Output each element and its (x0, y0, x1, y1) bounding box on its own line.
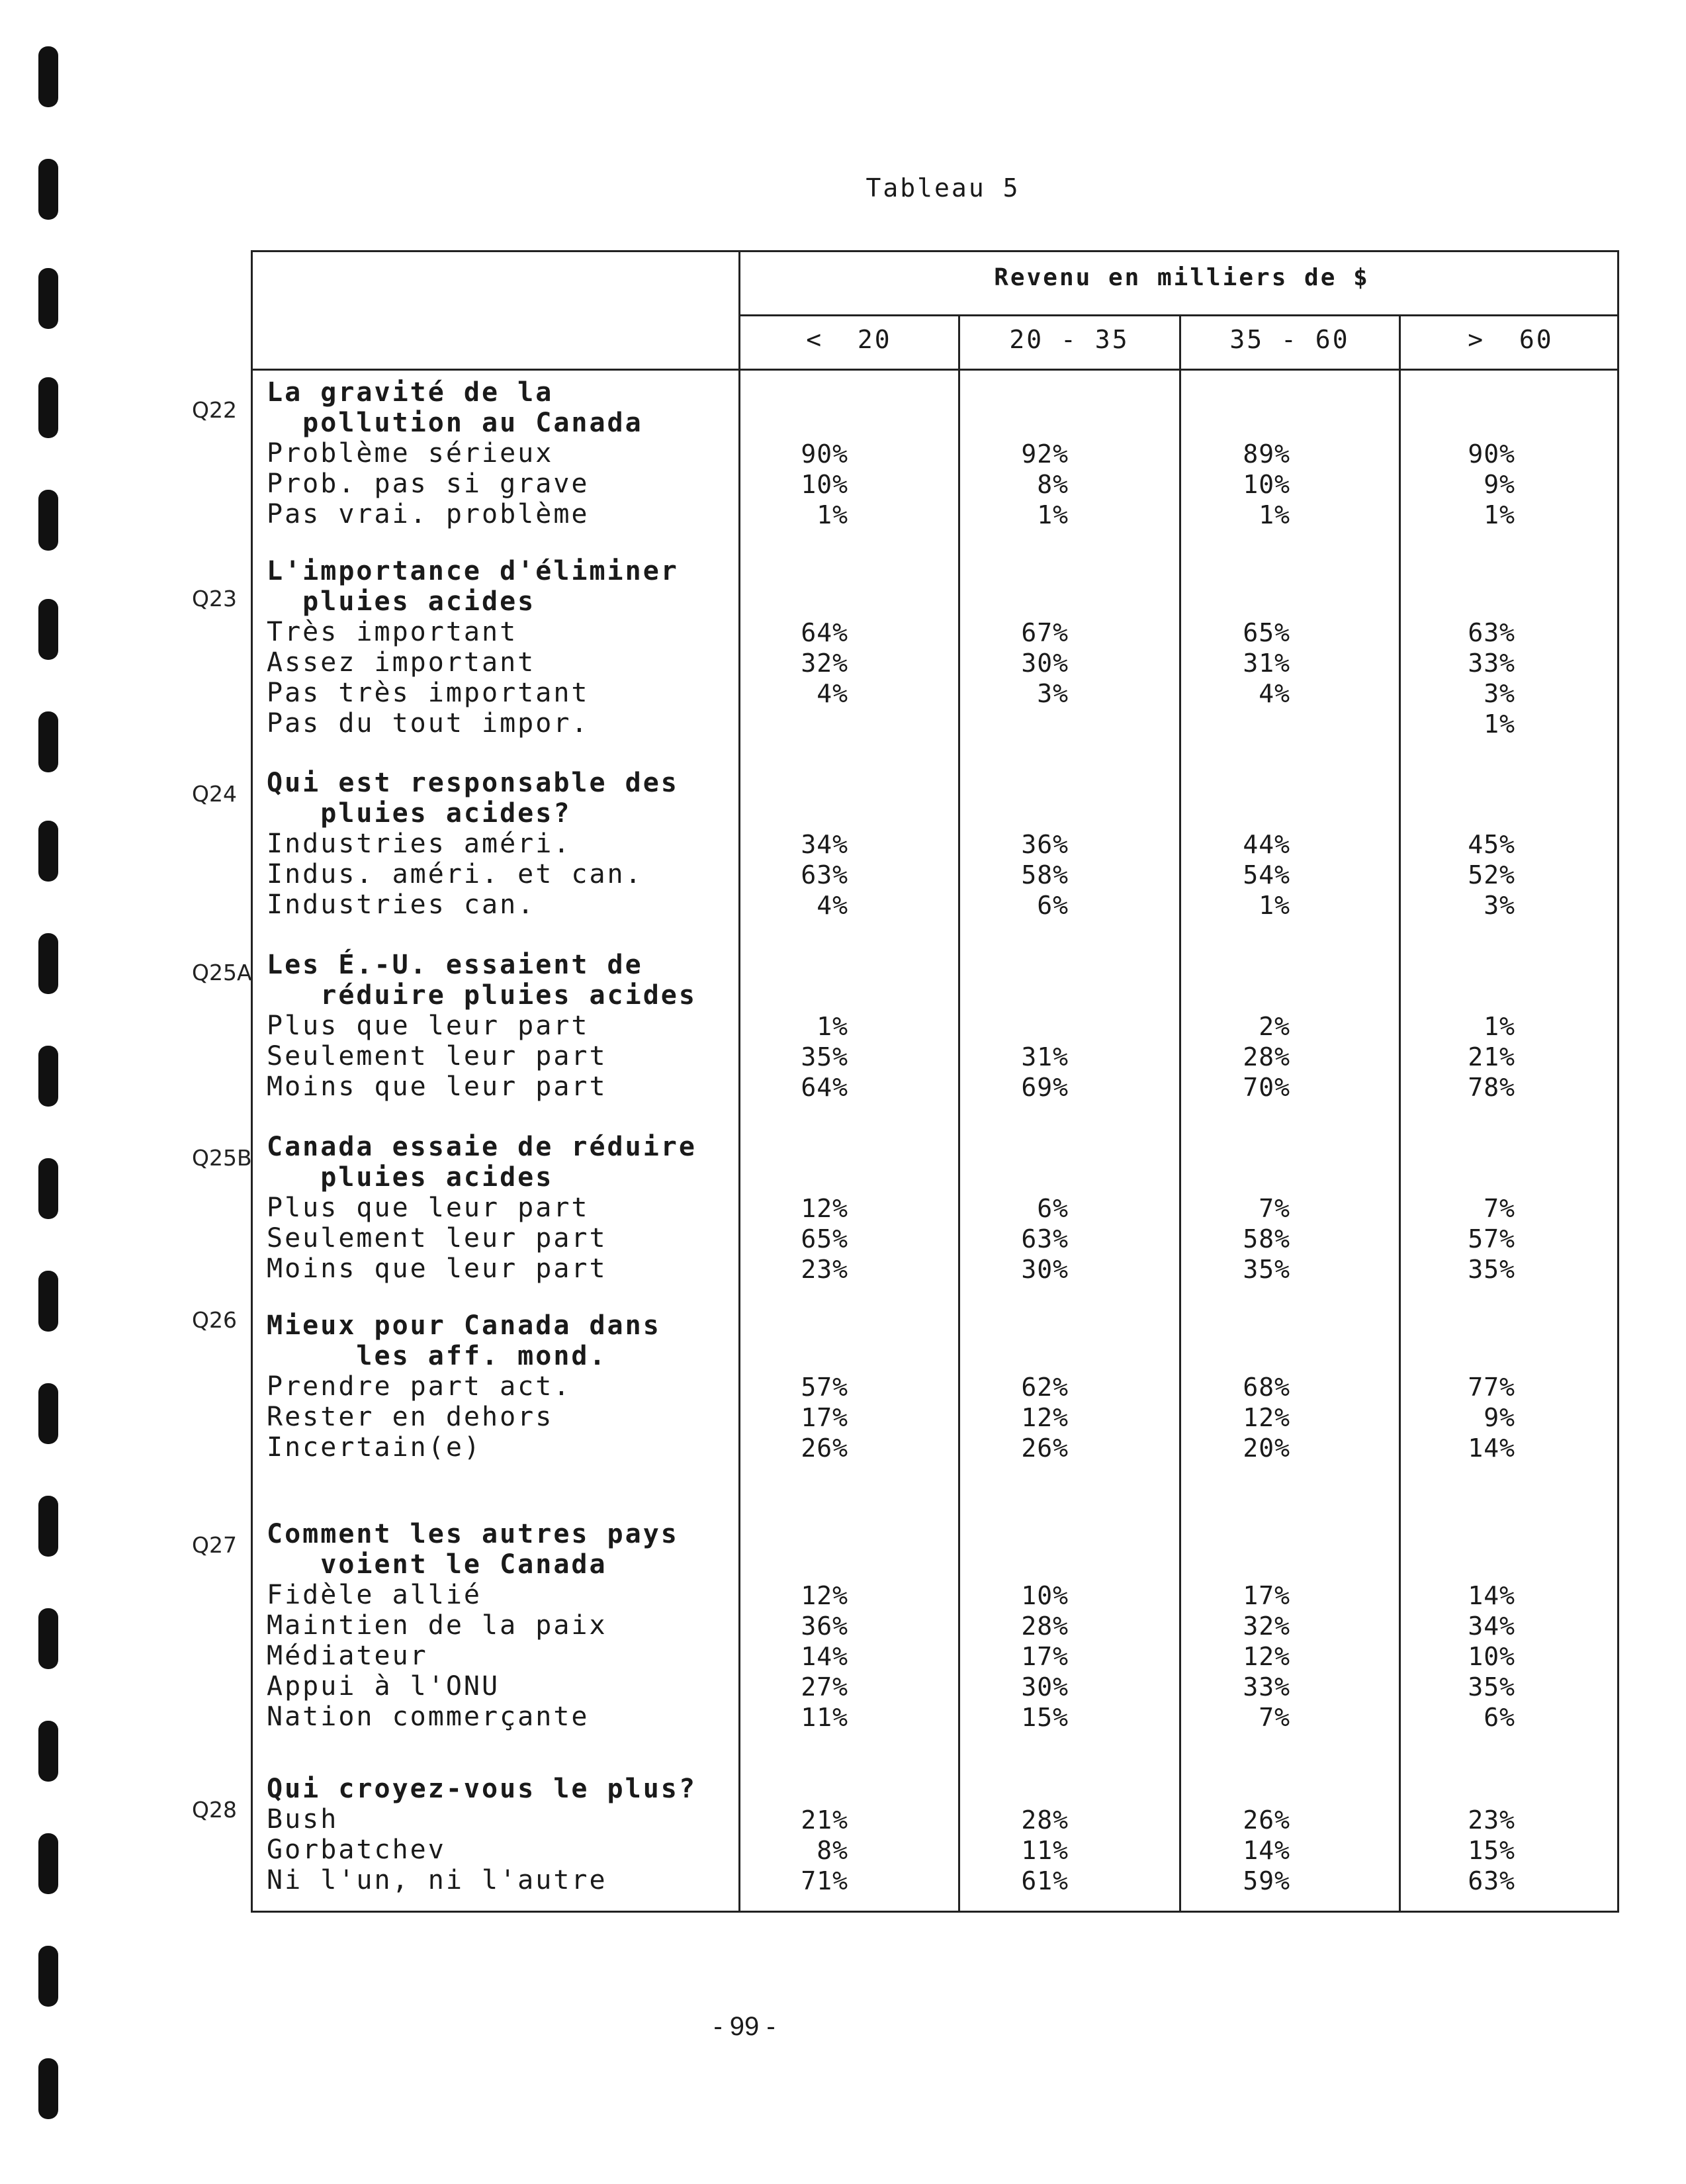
percent-cell: 26% (801, 1433, 848, 1463)
column-header: > 60 (1468, 325, 1554, 354)
percent-cell: 1% (1484, 500, 1515, 529)
table-divider (1399, 314, 1401, 1911)
percent-cell: 3% (1037, 679, 1069, 708)
answer-label: Industries can. (267, 889, 536, 920)
column-header: 20 - 35 (1009, 325, 1130, 354)
percent-cell: 15% (1468, 1836, 1515, 1865)
percent-cell: 67% (1021, 618, 1069, 647)
percent-cell: 27% (801, 1672, 848, 1702)
question-code: Q23 (192, 586, 237, 612)
column-header: 35 - 60 (1229, 325, 1350, 354)
percent-cell: 35% (1468, 1255, 1515, 1284)
percent-cell: 17% (1243, 1581, 1290, 1610)
percent-cell: 6% (1037, 1194, 1069, 1223)
percent-cell: 28% (1243, 1042, 1290, 1071)
percent-cell: 12% (801, 1194, 848, 1223)
percent-cell: 92% (1021, 439, 1069, 469)
question-title: Qui est responsable des (267, 768, 679, 798)
answer-label: Rester en dehors (267, 1402, 554, 1432)
percent-cell: 1% (817, 1012, 848, 1041)
question-title: pluies acides? (267, 798, 572, 829)
binding-hole (38, 268, 58, 329)
binding-hole (38, 933, 58, 994)
answer-label: Nation commerçante (267, 1702, 590, 1732)
question-code: Q26 (192, 1307, 237, 1333)
percent-cell: 7% (1259, 1703, 1290, 1732)
percent-cell: 3% (1484, 891, 1515, 920)
percent-cell: 33% (1468, 649, 1515, 678)
answer-label: Pas du tout impor. (267, 708, 590, 739)
percent-cell: 8% (817, 1836, 848, 1865)
percent-cell: 34% (801, 830, 848, 859)
percent-cell: 89% (1243, 439, 1290, 469)
percent-cell: 32% (801, 649, 848, 678)
question-code: Q24 (192, 781, 237, 807)
percent-cell: 63% (801, 860, 848, 889)
question-title: pollution au Canada (267, 408, 643, 438)
percent-cell: 8% (1037, 470, 1069, 499)
percent-cell: 57% (1468, 1224, 1515, 1253)
percent-cell: 36% (1021, 830, 1069, 859)
question-code: Q25A (192, 960, 252, 985)
percent-cell: 78% (1468, 1073, 1515, 1102)
question-title: L'importance d'éliminer (267, 556, 679, 586)
answer-label: Fidèle allié (267, 1580, 482, 1610)
table-divider (253, 369, 1617, 371)
question-title: Les É.-U. essaient de (267, 950, 643, 980)
answer-label: Prendre part act. (267, 1371, 572, 1402)
percent-cell: 64% (801, 1073, 848, 1102)
percent-cell: 10% (1243, 470, 1290, 499)
binding-hole (38, 2058, 58, 2119)
binding-hole (38, 46, 58, 107)
question-code: Q28 (192, 1797, 237, 1823)
question-title: Mieux pour Canada dans (267, 1310, 661, 1341)
binding-hole (38, 1271, 58, 1332)
percent-cell: 54% (1243, 860, 1290, 889)
answer-label: Prob. pas si grave (267, 469, 590, 499)
page-title: Tableau 5 (865, 173, 1020, 203)
question-title: La gravité de la (267, 377, 554, 408)
percent-cell: 31% (1243, 649, 1290, 678)
binding-hole (38, 1158, 58, 1219)
percent-cell: 9% (1484, 470, 1515, 499)
percent-cell: 34% (1468, 1612, 1515, 1641)
binding-hole (38, 1046, 58, 1107)
percent-cell: 12% (1243, 1403, 1290, 1432)
binding-hole (38, 1608, 58, 1669)
binding-hole (38, 1383, 58, 1444)
percent-cell: 35% (1243, 1255, 1290, 1284)
answer-label: Plus que leur part (267, 1011, 590, 1041)
percent-cell: 1% (1259, 500, 1290, 529)
percent-cell: 17% (1021, 1642, 1069, 1671)
binding-hole (38, 1946, 58, 2007)
percent-cell: 69% (1021, 1073, 1069, 1102)
percent-cell: 21% (1468, 1042, 1515, 1071)
percent-cell: 63% (1021, 1224, 1069, 1253)
answer-label: Problème sérieux (267, 438, 554, 469)
percent-cell: 58% (1243, 1224, 1290, 1253)
percent-cell: 77% (1468, 1373, 1515, 1402)
question-code: Q27 (192, 1532, 237, 1558)
percent-cell: 63% (1468, 618, 1515, 647)
table-divider (738, 252, 740, 1911)
answer-label: Médiateur (267, 1641, 428, 1671)
percent-cell: 14% (1243, 1836, 1290, 1865)
percent-cell: 1% (1484, 709, 1515, 739)
question-title: voient le Canada (267, 1549, 607, 1580)
percent-cell: 31% (1021, 1042, 1069, 1071)
percent-cell: 35% (801, 1042, 848, 1071)
percent-cell: 12% (801, 1581, 848, 1610)
answer-label: Bush (267, 1804, 339, 1835)
income-header: Revenu en milliers de $ (994, 264, 1370, 291)
percent-cell: 4% (817, 679, 848, 708)
binding-hole (38, 1496, 58, 1557)
percent-cell: 65% (801, 1224, 848, 1253)
answer-label: Indus. améri. et can. (267, 859, 643, 889)
percent-cell: 11% (1021, 1836, 1069, 1865)
percent-cell: 28% (1021, 1612, 1069, 1641)
percent-cell: 62% (1021, 1373, 1069, 1402)
percent-cell: 4% (817, 891, 848, 920)
percent-cell: 30% (1021, 1672, 1069, 1702)
answer-label: Seulement leur part (267, 1041, 607, 1071)
percent-cell: 30% (1021, 649, 1069, 678)
percent-cell: 36% (801, 1612, 848, 1641)
question-title: pluies acides (267, 586, 536, 617)
percent-cell: 4% (1259, 679, 1290, 708)
answer-label: Pas vrai. problème (267, 499, 590, 529)
answer-label: Très important (267, 617, 518, 647)
percent-cell: 64% (801, 618, 848, 647)
percent-cell: 58% (1021, 860, 1069, 889)
percent-cell: 17% (801, 1403, 848, 1432)
answer-label: Moins que leur part (267, 1071, 607, 1102)
percent-cell: 1% (817, 500, 848, 529)
percent-cell: 26% (1021, 1433, 1069, 1463)
question-title: réduire pluies acides (267, 980, 697, 1011)
percent-cell: 90% (801, 439, 848, 469)
percent-cell: 14% (1468, 1433, 1515, 1463)
percent-cell: 71% (801, 1866, 848, 1895)
binding-hole (38, 599, 58, 660)
binding-hole (38, 1721, 58, 1782)
percent-cell: 44% (1243, 830, 1290, 859)
percent-cell: 7% (1259, 1194, 1290, 1223)
question-title: Qui croyez-vous le plus? (267, 1774, 697, 1804)
answer-label: Incertain(e) (267, 1432, 482, 1463)
answer-label: Assez important (267, 647, 536, 678)
percent-cell: 20% (1243, 1433, 1290, 1463)
table-divider (958, 314, 960, 1911)
percent-cell: 28% (1021, 1805, 1069, 1835)
percent-cell: 32% (1243, 1612, 1290, 1641)
answer-label: Seulement leur part (267, 1223, 607, 1253)
percent-cell: 21% (801, 1805, 848, 1835)
percent-cell: 1% (1259, 891, 1290, 920)
percent-cell: 68% (1243, 1373, 1290, 1402)
percent-cell: 26% (1243, 1805, 1290, 1835)
binding-hole (38, 1833, 58, 1894)
question-code: Q22 (192, 397, 237, 423)
percent-cell: 14% (1468, 1581, 1515, 1610)
percent-cell: 12% (1021, 1403, 1069, 1432)
percent-cell: 6% (1037, 891, 1069, 920)
percent-cell: 35% (1468, 1672, 1515, 1702)
answer-label: Ni l'un, ni l'autre (267, 1865, 607, 1895)
percent-cell: 33% (1243, 1672, 1290, 1702)
percent-cell: 52% (1468, 860, 1515, 889)
answer-label: Industries améri. (267, 829, 572, 859)
binding-hole (38, 377, 58, 438)
percent-cell: 2% (1259, 1012, 1290, 1041)
percent-cell: 70% (1243, 1073, 1290, 1102)
percent-cell: 57% (801, 1373, 848, 1402)
answer-label: Moins que leur part (267, 1253, 607, 1284)
answer-label: Plus que leur part (267, 1193, 590, 1223)
percent-cell: 65% (1243, 618, 1290, 647)
percent-cell: 11% (801, 1703, 848, 1732)
question-title: Canada essaie de réduire (267, 1132, 697, 1162)
percent-cell: 59% (1243, 1866, 1290, 1895)
table-divider (1179, 314, 1181, 1911)
answer-label: Maintien de la paix (267, 1610, 607, 1641)
binding-hole (38, 490, 58, 551)
percent-cell: 12% (1243, 1642, 1290, 1671)
binding-hole (38, 821, 58, 882)
percent-cell: 10% (1468, 1642, 1515, 1671)
percent-cell: 9% (1484, 1403, 1515, 1432)
percent-cell: 45% (1468, 830, 1515, 859)
percent-cell: 90% (1468, 439, 1515, 469)
page-number: - 99 - (713, 2012, 776, 2041)
table-divider (738, 314, 1617, 316)
percent-cell: 30% (1021, 1255, 1069, 1284)
question-title: les aff. mond. (267, 1341, 607, 1371)
percent-cell: 7% (1484, 1194, 1515, 1223)
percent-cell: 10% (1021, 1581, 1069, 1610)
percent-cell: 1% (1037, 500, 1069, 529)
answer-label: Pas très important (267, 678, 590, 708)
percent-cell: 63% (1468, 1866, 1515, 1895)
answer-label: Gorbatchev (267, 1835, 446, 1865)
question-code: Q25B (192, 1145, 252, 1171)
question-title: pluies acides (267, 1162, 554, 1193)
percent-cell: 6% (1484, 1703, 1515, 1732)
percent-cell: 23% (801, 1255, 848, 1284)
question-title: Comment les autres pays (267, 1519, 679, 1549)
percent-cell: 1% (1484, 1012, 1515, 1041)
percent-cell: 14% (801, 1642, 848, 1671)
binding-hole (38, 711, 58, 772)
percent-cell: 23% (1468, 1805, 1515, 1835)
percent-cell: 3% (1484, 679, 1515, 708)
percent-cell: 15% (1021, 1703, 1069, 1732)
answer-label: Appui à l'ONU (267, 1671, 500, 1702)
column-header: < 20 (806, 325, 892, 354)
percent-cell: 10% (801, 470, 848, 499)
percent-cell: 61% (1021, 1866, 1069, 1895)
